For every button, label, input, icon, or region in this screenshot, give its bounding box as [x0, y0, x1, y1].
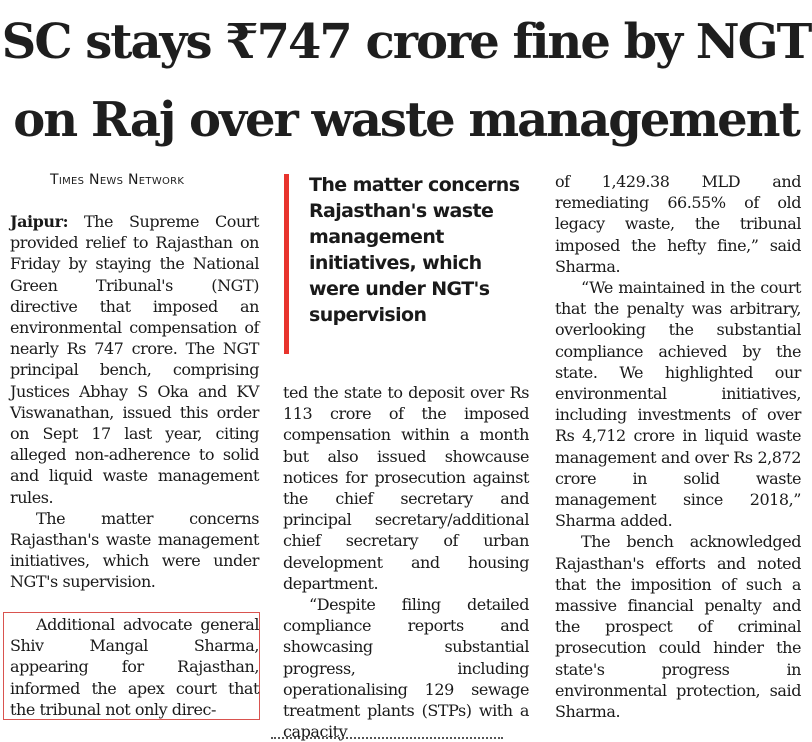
article-column-1: [10, 211, 259, 593]
pull-quote-text: The matter concerns Rajasthan's waste management initiatives, which were under NGT's supervision: [309, 174, 520, 326]
headline-line-2: on Raj over waste management: [13, 92, 799, 148]
article-paragraph-6: The bench acknowledged Rajasthan's efforts and noted that the imposition of such a massive financial penalty and the prospect of criminal prosecution could hinder the state's progress in environmental protection, said Sharma.: [555, 532, 801, 722]
headline-line-1: SC stays ₹747 crore fine by NGT: [1, 14, 811, 70]
dateline: Jaipur:: [10, 212, 69, 231]
article-paragraph-3-part-1: Additional advocate general Shiv Mangal Sharma, appearing for Rajasthan, informed the apex court that the tribunal not only direc-: [10, 615, 259, 719]
bottom-dotted-rule: [271, 737, 503, 739]
paragraph-1-body: The Supreme Court provided relief to Rajasthan on Friday by staying the National Green Tribunal's (NGT) directive that imposed an environmental compensation of nearly Rs 747 crore. The NGT principal bench, comprising Justices Abhay S Oka and KV Viswanathan, issued this order on Sept 17 last year, citing alleged non-adherence to solid and liquid waste management rules.: [10, 212, 259, 507]
article-paragraph-4-continued: of 1,429.38 MLD and remediating 66.55% of old legacy waste, the tribunal imposed the hefty fine,” said Sharma.: [555, 172, 801, 276]
article-column-1-highlight: [10, 614, 259, 720]
article-paragraph-5: “We maintained in the court that the penalty was arbitrary, overlooking the substantial compliance achieved by the state. We highlighted our environmental initiatives, including investments of over Rs 4,712 crore in liquid waste management and over Rs 2,872 crore in solid waste management since 2018,” Sharma added.: [555, 278, 801, 531]
article-paragraph-2: The matter concerns Rajasthan's waste management initiatives, which were under NGT's supervision.: [10, 508, 259, 592]
article-column-3: [555, 171, 801, 722]
pull-quote-bar: [284, 174, 289, 354]
article-paragraph-4: “Despite filing detailed compliance reports and showcasing substantial progress, including operationalising 129 sewage treatment plants (STPs) with a capacity: [283, 595, 529, 742]
article-paragraph-3-part-2: ted the state to deposit over Rs 113 crore of the imposed compensation within a month but also issued showcause notices for prosecution against the chief secretary and principal secretary/additional chief secretary of urban development and housing department.: [283, 383, 529, 593]
article-paragraph-1: [10, 211, 259, 508]
article-column-2: [283, 382, 529, 742]
byline: [50, 172, 184, 188]
byline-text: Times News Network: [50, 172, 185, 188]
